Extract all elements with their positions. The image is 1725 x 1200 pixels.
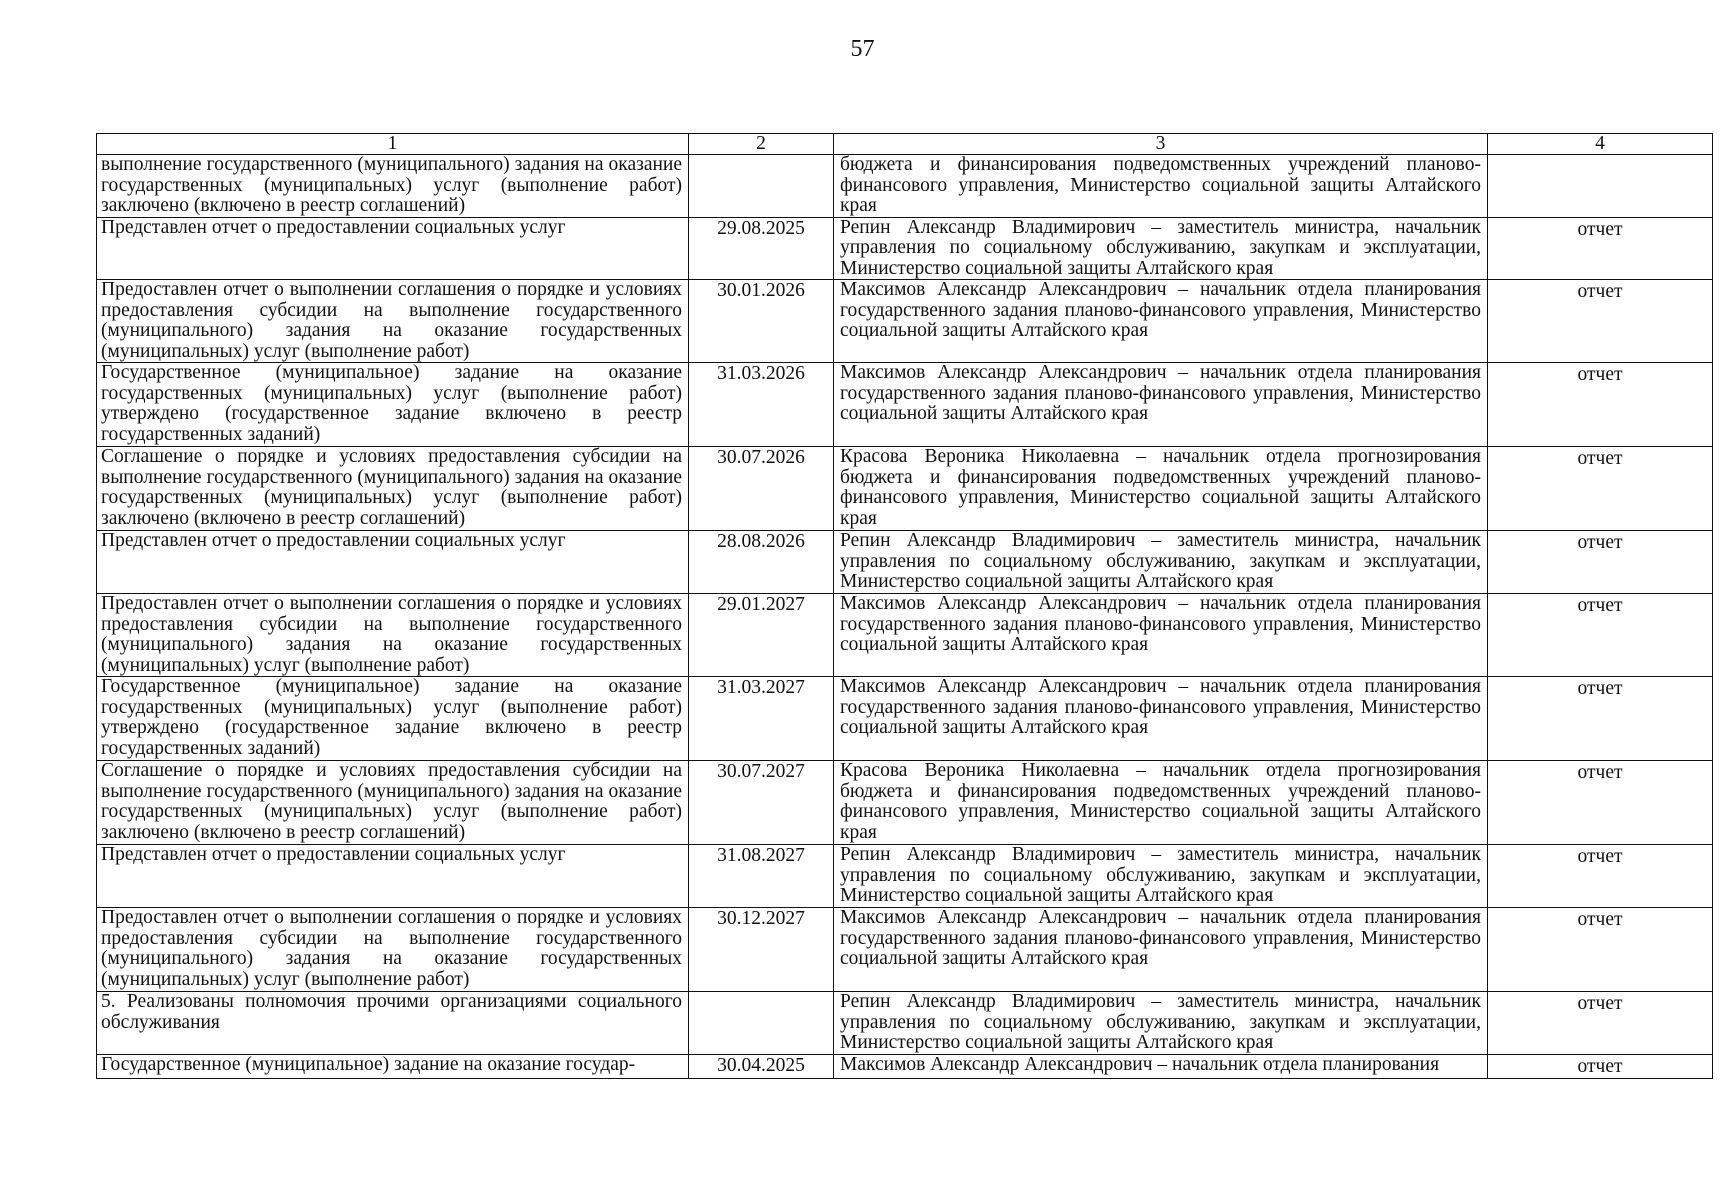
document-type: отчет — [1488, 845, 1713, 908]
deadline-date: 28.08.2026 — [689, 531, 834, 594]
deadline-date: 30.04.2025 — [689, 1055, 834, 1079]
table-row — [97, 447, 1713, 531]
event-description: Соглашение о порядке и условиях предоставления субсидии на выполнение государственного (муниципального) задания на оказание государственных (муниципальных) услуг (выполнение работ) заключено (включено в реестр соглашений) — [97, 447, 689, 531]
responsible-person: Репин Александр Владимирович – заместитель министра, начальник управления по социальному обслуживанию, закупкам и эксплуатации, Министерство социальной защиты Алтайского края — [834, 217, 1488, 280]
table-row — [97, 992, 1713, 1055]
deadline-date: 31.08.2027 — [689, 845, 834, 908]
table-row — [97, 1055, 1713, 1079]
column-header: 3 — [834, 134, 1488, 155]
deadline-date: 29.08.2025 — [689, 217, 834, 280]
document-type: отчет — [1488, 447, 1713, 531]
schedule-table — [96, 133, 1713, 1079]
table-row — [97, 594, 1713, 677]
table-row — [97, 531, 1713, 594]
column-header: 2 — [689, 134, 834, 155]
deadline-date: 31.03.2026 — [689, 363, 834, 447]
responsible-person: Максимов Александр Александрович – начальник отдела планирования государственного задания планово-финансового управления, Министерство социальной защиты Алтайского края — [834, 280, 1488, 363]
deadline-date: 30.07.2027 — [689, 761, 834, 845]
document-type: отчет — [1488, 217, 1713, 280]
column-header: 4 — [1488, 134, 1713, 155]
deadline-date: 30.01.2026 — [689, 280, 834, 363]
column-header: 1 — [97, 134, 689, 155]
responsible-person: Максимов Александр Александрович – начальник отдела планирования государственного задания планово-финансового управления, Министерство социальной защиты Алтайского края — [834, 677, 1488, 761]
responsible-person: Репин Александр Владимирович – заместитель министра, начальник управления по социальному обслуживанию, закупкам и эксплуатации, Министерство социальной защиты Алтайского края — [834, 531, 1488, 594]
document-type: отчет — [1488, 280, 1713, 363]
document-type: отчет — [1488, 677, 1713, 761]
deadline-date — [689, 155, 834, 218]
responsible-person: Красова Вероника Николаевна – начальник отдела прогнозирования бюджета и финансирования подведомственных учреждений планово-финансового управления, Министерство социальной защиты Алтайского края — [834, 447, 1488, 531]
deadline-date: 30.07.2026 — [689, 447, 834, 531]
document-type: отчет — [1488, 531, 1713, 594]
responsible-person: Красова Вероника Николаевна – начальник отдела прогнозирования бюджета и финансирования подведомственных учреждений планово-финансового управления, Министерство социальной защиты Алтайского края — [834, 761, 1488, 845]
deadline-date — [689, 992, 834, 1055]
event-description: Представлен отчет о предоставлении социальных услуг — [97, 845, 689, 908]
table-row — [97, 908, 1713, 992]
table-row — [97, 155, 1713, 218]
event-description: Предоставлен отчет о выполнении соглашения о порядке и условиях предоставления субсидии на выполнение государственного (муниципального) задания на оказание государственных (муниципальных) услуг (выполнение работ) — [97, 908, 689, 992]
table-row — [97, 280, 1713, 363]
event-description: Предоставлен отчет о выполнении соглашения о порядке и условиях предоставления субсидии на выполнение государственного (муниципального) задания на оказание государственных (муниципальных) услуг (выполнение работ) — [97, 594, 689, 677]
responsible-person: Максимов Александр Александрович – начальник отдела планирования — [834, 1055, 1488, 1079]
deadline-date: 30.12.2027 — [689, 908, 834, 992]
document-type: отчет — [1488, 594, 1713, 677]
deadline-date: 31.03.2027 — [689, 677, 834, 761]
event-description: Государственное (муниципальное) задание на оказание государ- — [97, 1055, 689, 1079]
event-description: Предоставлен отчет о выполнении соглашения о порядке и условиях предоставления субсидии на выполнение государственного (муниципального) задания на оказание государственных (муниципальных) услуг (выполнение работ) — [97, 280, 689, 363]
document-type: отчет — [1488, 363, 1713, 447]
document-type: отчет — [1488, 761, 1713, 845]
document-type — [1488, 155, 1713, 218]
event-description: Представлен отчет о предоставлении социальных услуг — [97, 217, 689, 280]
responsible-person: Репин Александр Владимирович – заместитель министра, начальник управления по социальному обслуживанию, закупкам и эксплуатации, Министерство социальной защиты Алтайского края — [834, 845, 1488, 908]
table-row — [97, 677, 1713, 761]
table-row — [97, 761, 1713, 845]
event-description: Представлен отчет о предоставлении социальных услуг — [97, 531, 689, 594]
event-description: Государственное (муниципальное) задание на оказание государственных (муниципальных) услуг (выполнение работ) утверждено (государственное задание включено в реестр государственных заданий) — [97, 677, 689, 761]
document-type: отчет — [1488, 908, 1713, 992]
document-type: отчет — [1488, 1055, 1713, 1079]
event-description: Соглашение о порядке и условиях предоставления субсидии на выполнение государственного (муниципального) задания на оказание государственных (муниципальных) услуг (выполнение работ) заключено (включено в реестр соглашений) — [97, 761, 689, 845]
deadline-date: 29.01.2027 — [689, 594, 834, 677]
responsible-person: бюджета и финансирования подведомственных учреждений планово-финансового управления, Министерство социальной защиты Алтайского края — [834, 155, 1488, 218]
responsible-person: Максимов Александр Александрович – начальник отдела планирования государственного задания планово-финансового управления, Министерство социальной защиты Алтайского края — [834, 908, 1488, 992]
responsible-person: Максимов Александр Александрович – начальник отдела планирования государственного задания планово-финансового управления, Министерство социальной защиты Алтайского края — [834, 594, 1488, 677]
responsible-person: Максимов Александр Александрович – начальник отдела планирования государственного задания планово-финансового управления, Министерство социальной защиты Алтайского края — [834, 363, 1488, 447]
table-row — [97, 845, 1713, 908]
page-number: 57 — [850, 36, 875, 62]
document-type: отчет — [1488, 992, 1713, 1055]
table-row — [97, 217, 1713, 280]
table-row — [97, 363, 1713, 447]
table-header-row — [97, 134, 1713, 155]
event-description: выполнение государственного (муниципального) задания на оказание государственных (муниципальных) услуг (выполнение работ) заключено (включено в реестр соглашений) — [97, 155, 689, 218]
responsible-person: Репин Александр Владимирович – заместитель министра, начальник управления по социальному обслуживанию, закупкам и эксплуатации, Министерство социальной защиты Алтайского края — [834, 992, 1488, 1055]
event-description: Государственное (муниципальное) задание на оказание государственных (муниципальных) услуг (выполнение работ) утверждено (государственное задание включено в реестр государственных заданий) — [97, 363, 689, 447]
event-description: 5. Реализованы полномочия прочими организациями социального обслуживания — [97, 992, 689, 1055]
